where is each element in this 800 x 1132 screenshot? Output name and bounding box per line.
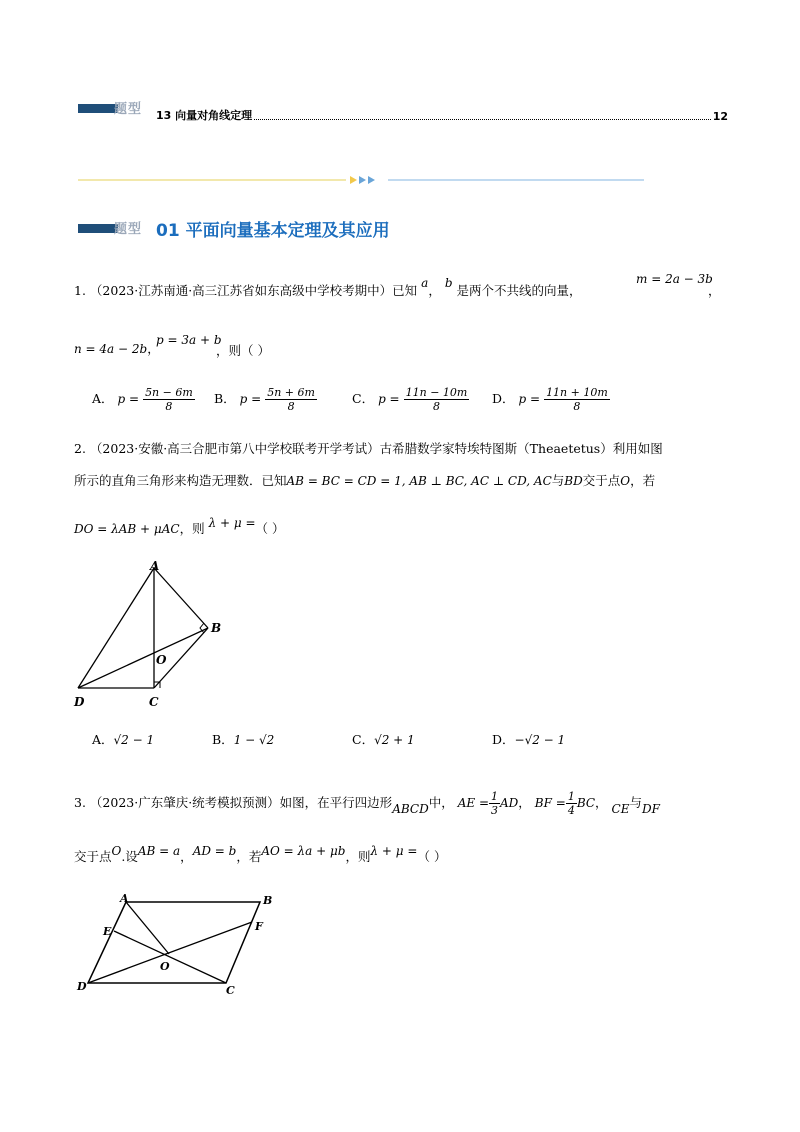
tag-bar xyxy=(78,104,118,113)
q3-sep: ， xyxy=(180,849,193,864)
toc-entry-title: 13 向量对角线定理 xyxy=(156,109,253,122)
q3-label-f: F xyxy=(255,920,263,933)
q2-number: 2. xyxy=(74,441,86,456)
option-denominator: 8 xyxy=(165,400,173,413)
section-type-tag xyxy=(78,220,150,236)
option-label: C． xyxy=(352,391,375,406)
q3-ao-expression: AO = λa + μb xyxy=(261,844,346,858)
q1-p-expression: p = 3a + b xyxy=(156,333,222,347)
q3-figure xyxy=(74,890,284,1000)
q2-option-d[interactable] xyxy=(492,730,565,748)
q3-label-o: O xyxy=(160,960,170,973)
option-label: A． xyxy=(92,732,114,747)
q1-comma-end: ， xyxy=(708,283,721,298)
q3-text: ，若 xyxy=(236,849,262,864)
section-divider xyxy=(78,174,648,186)
toc-type-tag xyxy=(78,100,150,116)
q3-line1 xyxy=(74,790,660,817)
q2-condition: AB = BC = CD = 1, AB ⊥ BC, AC ⊥ CD, AC xyxy=(286,474,552,488)
q2-lambda-mu: λ + μ = xyxy=(208,516,256,530)
q2-source: （2023·安徽·高三合肥市第八中学校联考开学考试）古希腊数学家特埃特图斯（Theaetetus）利用如图 xyxy=(89,441,663,456)
toc-leader-dots xyxy=(254,119,711,120)
q2-bd: BD xyxy=(564,474,583,488)
option-label: C． xyxy=(352,732,375,747)
q3-sep: ， xyxy=(595,795,608,810)
q2-line3 xyxy=(74,516,285,538)
q3-label-c: C xyxy=(226,984,235,997)
option-label: D． xyxy=(492,732,515,747)
tag-label: 题型 xyxy=(114,102,143,117)
q1-vec-a: a xyxy=(421,276,429,290)
option-denominator: 8 xyxy=(573,400,581,413)
q2-label-o: O xyxy=(156,653,167,667)
q3-label-b: B xyxy=(263,894,273,907)
q1-m-expression: m = 2a − 3b xyxy=(636,272,713,286)
q2-ask: （ ） xyxy=(255,521,285,536)
option-label: D． xyxy=(492,391,515,406)
option-numerator: 11n + 10m xyxy=(546,386,608,399)
q3-number: 3. xyxy=(74,795,86,810)
option-numerator: 5n + 6m xyxy=(267,386,315,399)
q3-sep: ， xyxy=(518,795,531,810)
q3-ad-expression: AD = b xyxy=(192,844,237,858)
q3-source: （2023·广东肇庆·统考模拟预测）如图，在平行四边形 xyxy=(89,795,393,810)
option-label: B． xyxy=(212,732,234,747)
q3-label-d: D xyxy=(77,980,87,993)
q2-vector-expression: DO = λAB + μAC xyxy=(74,522,180,536)
option-numerator: 11n − 10m xyxy=(405,386,468,399)
q3-text: .设 xyxy=(121,849,138,864)
q2-line2 xyxy=(74,472,655,490)
q3-label-a: A xyxy=(120,892,129,905)
option-denominator: 8 xyxy=(287,400,295,413)
q1-comma: ， xyxy=(428,283,441,298)
option-value: −√2 − 1 xyxy=(514,733,566,747)
q2-label-d: D xyxy=(74,695,85,709)
q3-ae-num: 1 xyxy=(491,790,498,803)
q2-text: ，若 xyxy=(630,473,656,488)
q3-bf-rhs: BC xyxy=(576,796,596,810)
q2-label-c: C xyxy=(149,695,159,709)
q2-label-a: A xyxy=(150,560,160,573)
section-title: 01 平面向量基本定理及其应用 xyxy=(156,221,390,241)
toc-entry[interactable] xyxy=(156,107,728,123)
option-lhs: p = xyxy=(117,392,140,406)
option-value: 1 − √2 xyxy=(233,733,275,747)
q2-option-c[interactable] xyxy=(352,730,415,748)
q1-ask: ，则（ ） xyxy=(216,343,270,358)
q3-df: DF xyxy=(642,802,660,816)
q3-ae-lhs: AE = xyxy=(457,796,489,810)
q1-option-c[interactable] xyxy=(352,386,469,413)
q3-ae-den: 3 xyxy=(491,804,498,817)
option-numerator: 5n − 6m xyxy=(145,386,193,399)
q2-option-a[interactable] xyxy=(92,730,154,748)
option-lhs: p = xyxy=(239,392,262,406)
option-value: √2 − 1 xyxy=(113,733,155,747)
q2-line1 xyxy=(74,440,663,458)
option-denominator: 8 xyxy=(432,400,440,413)
q2-text: ，则 xyxy=(179,521,205,536)
q1-option-a[interactable] xyxy=(92,386,195,413)
q2-text: 所示的直角三角形来构造无理数．已知 xyxy=(74,473,287,488)
q1-line2: n = 4a − 2b， xyxy=(74,341,160,356)
toc-entry-page: 12 xyxy=(712,110,728,123)
q3-text: 中， xyxy=(428,795,454,810)
q3-text: 交于点 xyxy=(74,849,112,864)
q3-ask: （ ） xyxy=(417,849,447,864)
option-value: √2 + 1 xyxy=(374,733,415,747)
q1-vec-b: b xyxy=(444,276,453,290)
q3-bf-num: 1 xyxy=(567,790,575,803)
q1-text2: 是两个不共线的向量， xyxy=(456,283,582,298)
q2-option-b[interactable] xyxy=(212,730,274,748)
option-label: B． xyxy=(214,391,236,406)
q3-ce: CE xyxy=(611,802,630,816)
q3-lambda-mu: λ + μ = xyxy=(370,844,418,858)
q2-text: 与 xyxy=(551,473,565,488)
tag-bar xyxy=(78,224,118,233)
q2-label-b: B xyxy=(211,621,222,635)
q3-ae-rhs: AD xyxy=(500,796,519,810)
q2-text: 交于点 xyxy=(582,473,621,488)
q1-line1 xyxy=(74,276,582,300)
q3-abcd: ABCD xyxy=(392,802,429,816)
q3-ab-expression: AB = a xyxy=(137,844,181,858)
q1-option-d[interactable] xyxy=(492,386,610,413)
q3-point-o: O xyxy=(111,844,122,858)
q3-text: 与 xyxy=(629,795,643,810)
q3-label-e: E xyxy=(103,925,112,938)
q1-n-expression: n = 4a − 2b xyxy=(74,342,148,356)
option-label: A． xyxy=(92,391,114,406)
q3-bf-den: 4 xyxy=(567,804,575,817)
q3-line2 xyxy=(74,844,447,866)
q1-option-b[interactable] xyxy=(214,386,317,413)
option-lhs: p = xyxy=(378,392,400,406)
q1-number: 1. xyxy=(74,283,86,298)
option-lhs: p = xyxy=(518,392,541,406)
q2-figure xyxy=(70,560,230,710)
tag-label: 题型 xyxy=(114,222,143,237)
q3-text: ，则 xyxy=(345,849,371,864)
q2-point-o: O xyxy=(620,474,631,488)
q3-bf-lhs: BF = xyxy=(534,796,566,810)
q1-source: （2023·江苏南通·高三江苏省如东高级中学校考期中）已知 xyxy=(89,283,418,298)
